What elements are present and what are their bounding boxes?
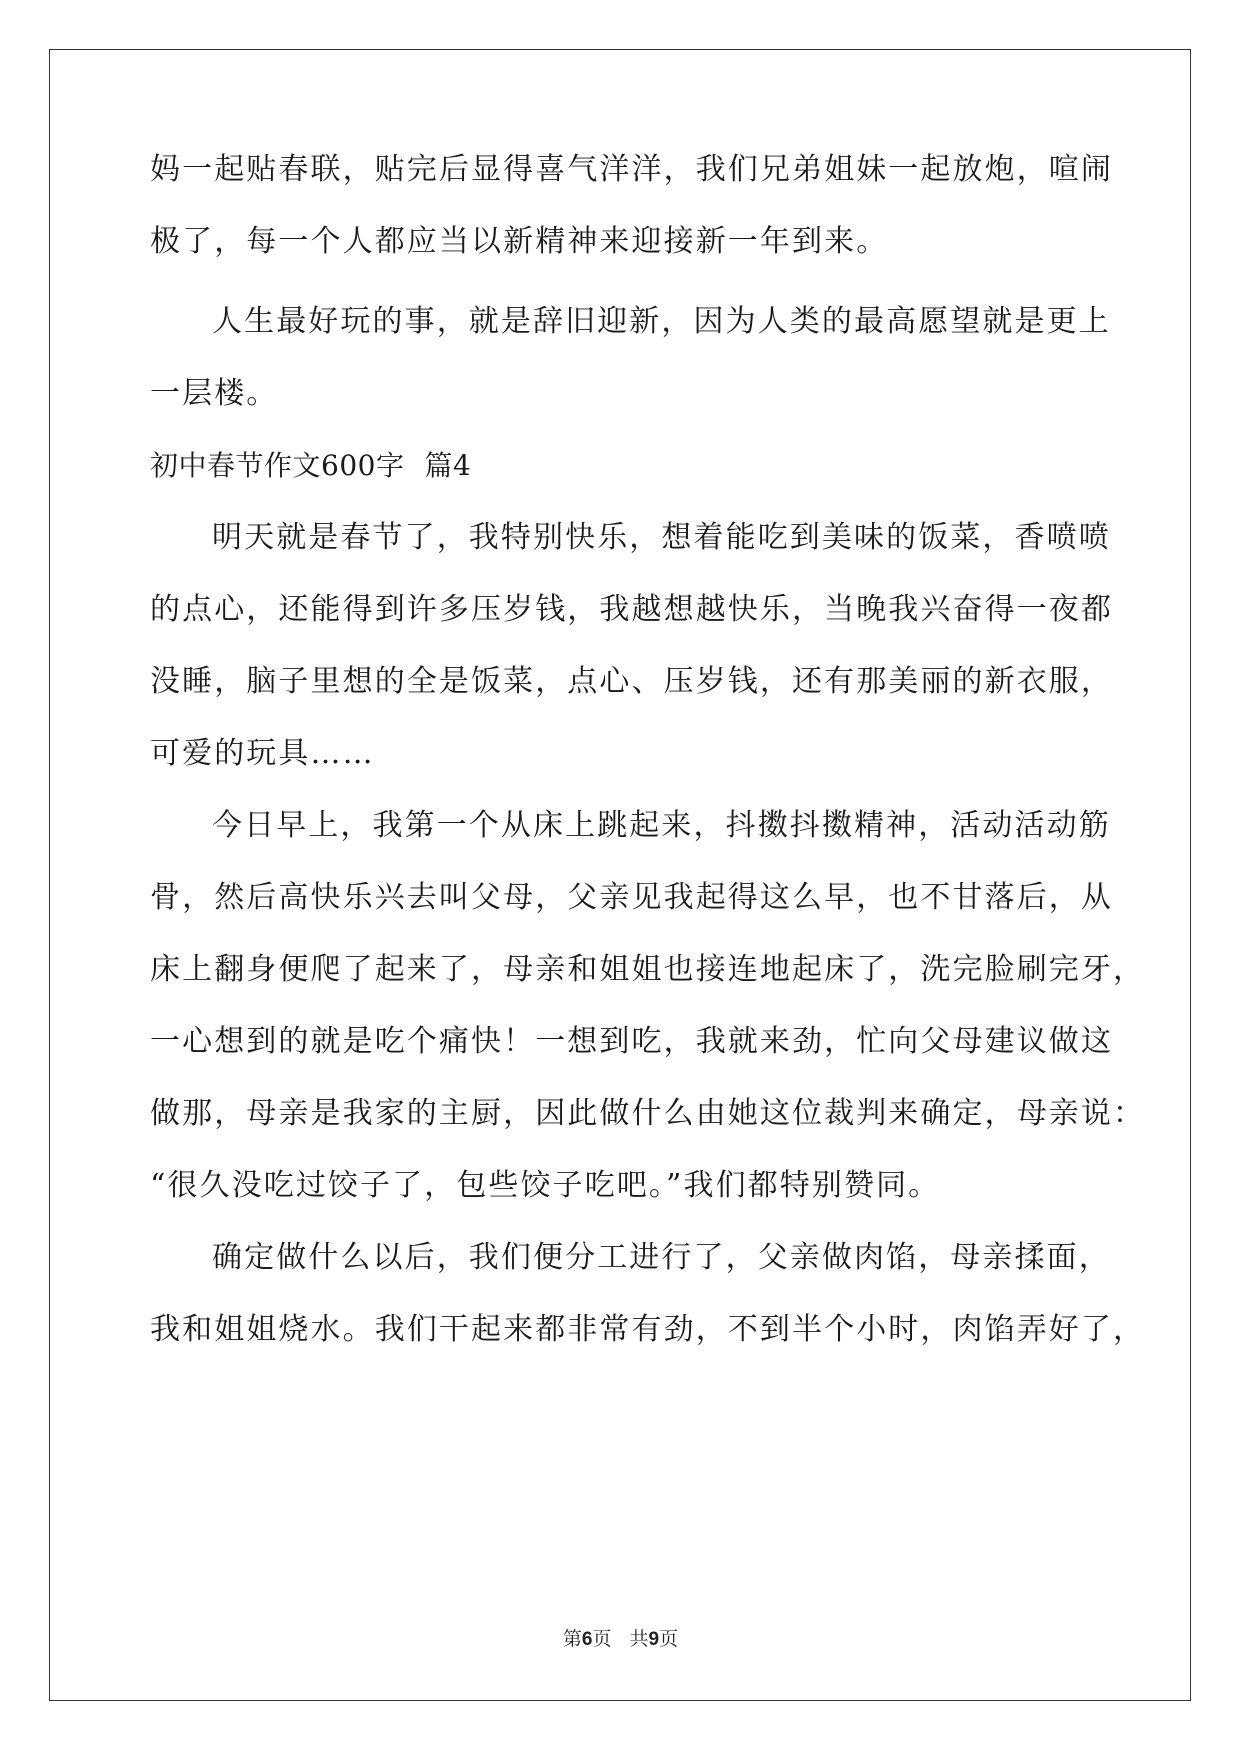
page-current-number: 6 [581,1629,593,1650]
paragraph-3-line-3: 没睡，脑子里想的全是饭菜，点心、压岁钱，还有那美丽的新衣服， [150,664,1113,699]
section-heading-title: 初中春节作文600字 [150,449,405,482]
total-prefix: 共 [629,1628,649,1650]
paragraph-3-line-4: 可爱的玩具…… [150,736,375,771]
paragraph-4-line-2: 骨，然后高快乐兴去叫父母，父亲见我起得这么早，也不甘落后，从 [150,880,1113,915]
page-footer [0,1627,1241,1652]
paragraph-3-line-2: 的点心，还能得到许多压岁钱，我越想越快乐，当晚我兴奋得一夜都 [150,592,1113,627]
section-heading [150,446,471,486]
paragraph-4-line-3: 床上翻身便爬了起来了，母亲和姐姐也接连地起床了，洗完脸刷完牙， [150,952,1146,987]
paragraph-1-line-2: 极了，每一个人都应当以新精神来迎接新一年到来。 [150,224,889,259]
paragraph-5-line-2: 我和姐姐烧水。我们干起来都非常有劲，不到半个小时，肉馅弄好了， [150,1312,1146,1347]
paragraph-1-line-1: 妈一起贴春联，贴完后显得喜气洋洋，我们兄弟姐妹一起放炮，喧闹 [150,152,1113,187]
paragraph-3-line-1: 明天就是春节了，我特别快乐，想着能吃到美味的饭菜，香喷喷 [212,520,1111,555]
paragraph-4-line-6: “很久没吃过饺子了，包些饺子吃吧。”我们都特别赞同。 [150,1168,941,1203]
paragraph-4-line-4: 一心想到的就是吃个痛快！一想到吃，我就来劲，忙向父母建议做这 [150,1024,1113,1059]
paragraph-4-line-5: 做那，母亲是我家的主厨，因此做什么由她这位裁判来确定，母亲说： [150,1096,1146,1131]
section-heading-number: 篇4 [424,449,472,482]
page-suffix: 页 [592,1628,612,1650]
total-pages-number: 9 [648,1629,660,1650]
paragraph-5-line-1: 确定做什么以后，我们便分工进行了，父亲做肉馅，母亲揉面， [212,1240,1111,1275]
total-suffix: 页 [659,1628,679,1650]
paragraph-4-line-1: 今日早上，我第一个从床上跳起来，抖擞抖擞精神，活动活动筋 [212,808,1111,843]
paragraph-2-line-2: 一层楼。 [150,376,279,411]
paragraph-2-line-1: 人生最好玩的事，就是辞旧迎新，因为人类的最高愿望就是更上 [212,304,1111,339]
page-border [49,49,1191,1701]
page-prefix: 第 [562,1628,582,1650]
